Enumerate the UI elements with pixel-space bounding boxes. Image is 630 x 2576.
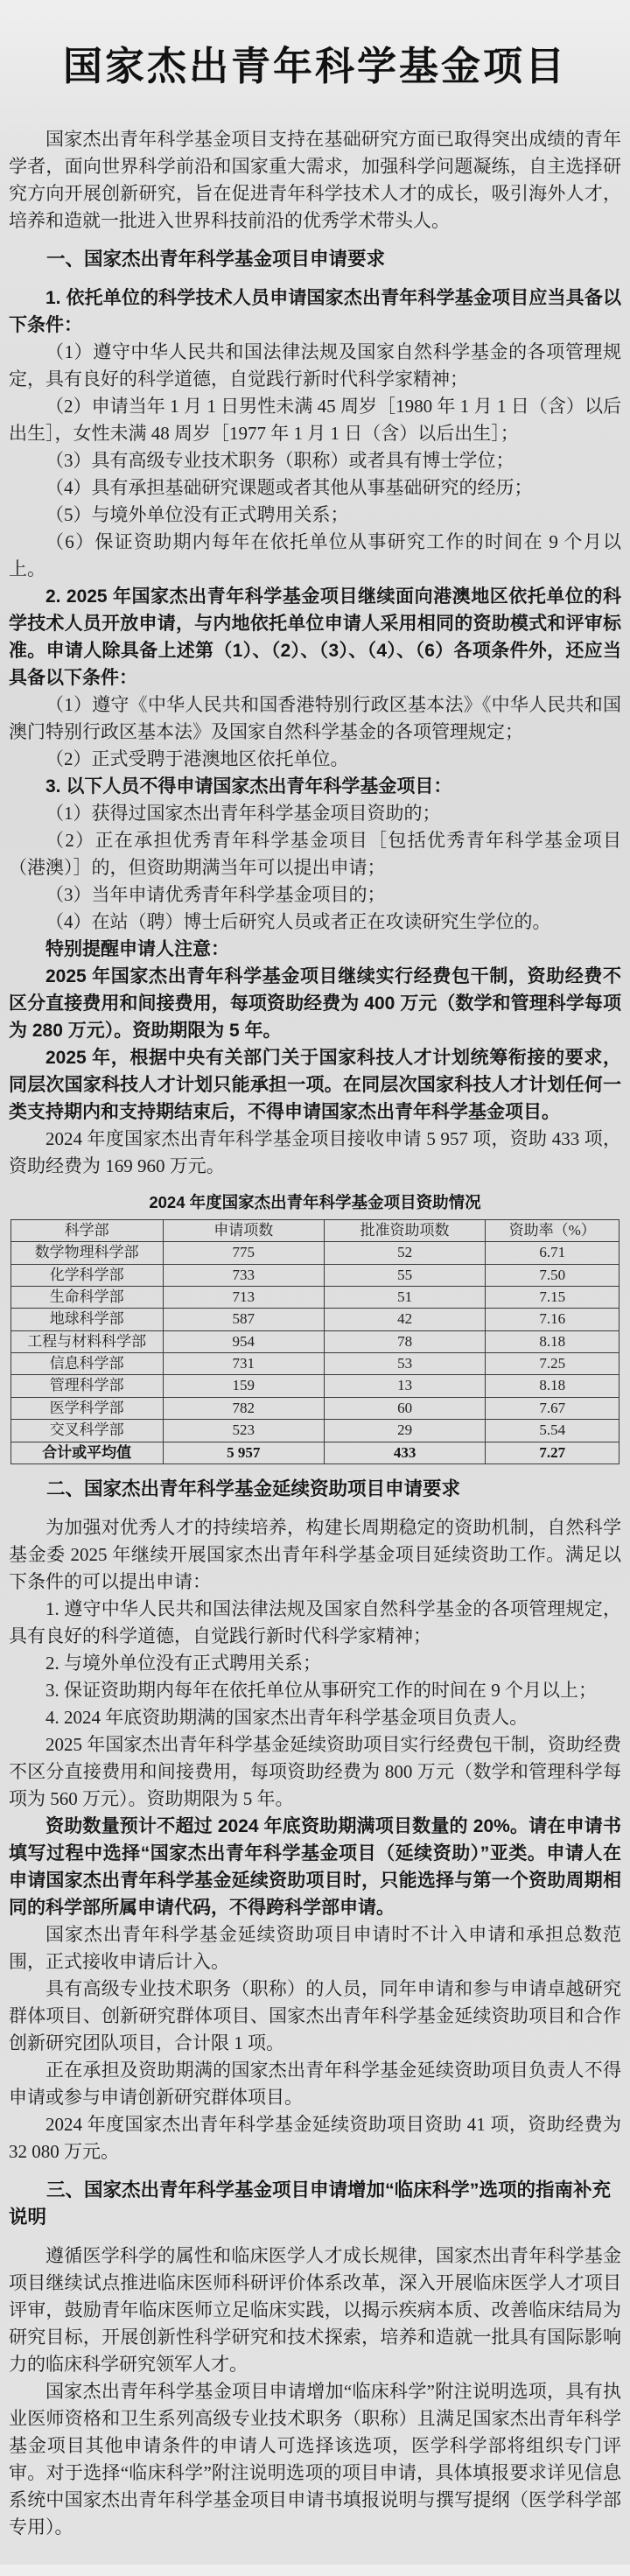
table-cell: 78	[324, 1330, 485, 1352]
paragraph: 1. 遵守中华人民共和国法律法规及国家自然科学基金的各项管理规定，具有良好的科学道德，自觉践行新时代科学家精神；	[9, 1598, 621, 1647]
table-cell: 954	[163, 1330, 324, 1352]
paragraph: 为加强对优秀人才的持续培养，构建长周期稳定的资助机制，自然科学基金委 2025 年继续开展国家杰出青年科学基金项目延续资助工作。满足以下条件的可以提出申请：	[9, 1517, 621, 1593]
table-total-row	[10, 1442, 620, 1463]
paragraph: 具有高级专业技术职务（职称）的人员，同年申请和参与申请卓越研究群体项目、创新研究群体项目、国家杰出青年科学基金延续资助项目和合作创新研究团队项目，合计限 1 项。	[9, 1978, 621, 2054]
table-cell: 数学物理科学部	[10, 1242, 163, 1264]
paragraph: 3. 保证资助期内每年在依托单位从事研究工作的时间在 9 个月以上；	[46, 1680, 597, 1702]
paragraph: 国家杰出青年科学基金项目支持在基础研究方面已取得突出成绩的青年学者，面向世界科学前沿和国家重大需求，加强科学问题凝练，自主选择研究方向开展创新研究，旨在促进青年科学技术人才的成长，吸引海外人才，培养和造就一批进入世界科技前沿的优秀学术带头人。	[9, 128, 621, 231]
table-cell: 地球科学部	[10, 1309, 163, 1330]
table-cell: 7.67	[486, 1397, 620, 1419]
table-cell: 782	[163, 1397, 324, 1419]
paragraph: 3. 以下人员不得申请国家杰出青年科学基金项目：	[46, 776, 452, 797]
table-header-cell: 资助率（%）	[486, 1219, 620, 1241]
paragraph: （6）保证资助期内每年在依托单位从事研究工作的时间在 9 个月以上。	[9, 530, 621, 579]
paragraph: 资助数量预计不超过 2024 年底资助期满项目数量的 20%。请在申请书填写过程中选择“国家杰出青年科学基金项目（延续资助）”亚类。申请人在申请国家杰出青年科学基金延续资助项目时，只能选择与第一个资助周期相同的科学部所属申请代码，不得跨科学部申请。	[9, 1816, 621, 1919]
paragraph: 2. 与境外单位没有正式聘用关系；	[46, 1653, 321, 1674]
table-cell: 713	[163, 1286, 324, 1308]
table-cell: 7.16	[486, 1309, 620, 1330]
table-header-row	[10, 1219, 620, 1241]
paragraph: 2024 年度国家杰出青年科学基金延续资助项目资助 41 项，资助经费为 32 080 万元。	[9, 2114, 621, 2163]
paragraph: （1）遵守中华人民共和国法律法规及国家自然科学基金的各项管理规定，具有良好的科学道德，自觉践行新时代科学家精神；	[9, 340, 621, 390]
paragraph: 特别提醒申请人注意：	[46, 938, 229, 959]
paragraph: （2）正式受聘于港澳地区依托单位。	[46, 748, 349, 769]
paragraph: （3）当年申请优秀青年科学基金项目的；	[46, 883, 386, 905]
table-cell: 信息科学部	[10, 1353, 163, 1375]
table-cell: 工程与材料科学部	[10, 1330, 163, 1352]
table-header-cell: 批准资助项数	[324, 1219, 485, 1241]
paragraph: 2025 年国家杰出青年科学基金项目继续实行经费包干制，资助经费不区分直接费用和间接费用，每项资助经费为 400 万元（数学和管理科学每项为 280 万元）。资助期限为 5 年。	[9, 965, 621, 1041]
table-cell: 52	[324, 1242, 485, 1264]
table-cell: 7.25	[486, 1353, 620, 1375]
table-cell: 生命科学部	[10, 1286, 163, 1308]
funding-table	[10, 1219, 620, 1464]
table-cell: 433	[324, 1442, 485, 1463]
table-cell: 53	[324, 1353, 485, 1375]
table-cell: 51	[324, 1286, 485, 1308]
paragraph: （2）申请当年 1 月 1 日男性未满 45 周岁［1980 年 1 月 1 日（含）以后出生］，女性未满 48 周岁［1977 年 1 月 1 日（含）以后出生］；	[9, 395, 621, 444]
table-title: 2024 年度国家杰出青年科学基金项目资助情况	[149, 1192, 481, 1211]
table-cell: 8.18	[486, 1330, 620, 1352]
table-row	[10, 1353, 620, 1375]
table-cell: 42	[324, 1309, 485, 1330]
paragraph: 遵循医学科学的属性和临床医学人才成长规律，国家杰出青年科学基金项目继续试点推进临床医师科研评价体系改革，深入开展临床医学人才项目评审，鼓励青年临床医师立足临床实践，以揭示疾病本质、改善临床结局为研究目标，开展创新性科学研究和技术探索，培养和造就一批具有国际影响力的临床科学研究领军人才。	[9, 2245, 621, 2376]
paragraph: （1）遵守《中华人民共和国香港特别行政区基本法》《中华人民共和国澳门特别行政区基本法》及国家自然科学基金的各项管理规定；	[9, 693, 621, 742]
table-cell: 733	[163, 1264, 324, 1286]
table-cell: 159	[163, 1375, 324, 1397]
paragraph: （2）正在承担优秀青年科学基金项目［包括优秀青年科学基金项目（港澳）］的，但资助期满当年可以提出申请；	[9, 829, 621, 878]
paragraph: 2025 年，根据中央有关部门关于国家科技人才计划统筹衔接的要求，同层次国家科技人才计划只能承担一项。在同层次国家科技人才计划任何一类支持期内和支持期结束后，不得申请国家杰出青年科学基金项目。	[9, 1047, 621, 1122]
table-cell: 7.15	[486, 1286, 620, 1308]
paragraph: 2025 年国家杰出青年科学基金延续资助项目实行经费包干制，资助经费不区分直接费用和间接费用，每项资助经费为 800 万元（数学和管理科学每项为 560 万元）。资助期限为 5 年。	[9, 1734, 621, 1810]
table-cell: 731	[163, 1353, 324, 1375]
section-heading: 一、国家杰出青年科学基金项目申请要求	[46, 248, 386, 270]
paragraph: （1）获得过国家杰出青年科学基金项目资助的；	[46, 802, 441, 824]
table-row	[10, 1397, 620, 1419]
table-cell: 775	[163, 1242, 324, 1264]
table-cell: 587	[163, 1309, 324, 1330]
paragraph: （3）具有高级专业技术职务（职称）或者具有博士学位；	[46, 449, 514, 471]
document-body	[9, 126, 621, 2541]
paragraph: 正在承担及资助期满的国家杰出青年科学基金延续资助项目负责人不得申请或参与申请创新研究群体项目。	[9, 2060, 621, 2109]
paragraph: （5）与境外单位没有正式聘用关系；	[46, 503, 349, 525]
table-row	[10, 1420, 620, 1442]
table-cell: 合计或平均值	[10, 1442, 163, 1463]
table-cell: 管理科学部	[10, 1375, 163, 1397]
table-row	[10, 1375, 620, 1397]
table-cell: 化学科学部	[10, 1264, 163, 1286]
paragraph: （4）在站（聘）博士后研究人员或者正在攻读研究生学位的。	[46, 910, 551, 932]
table-cell: 60	[324, 1397, 485, 1419]
table-cell: 5 957	[163, 1442, 324, 1463]
table-row	[10, 1330, 620, 1352]
table-cell: 523	[163, 1420, 324, 1442]
document-title: 国家杰出青年科学基金项目	[62, 43, 567, 89]
table-cell: 29	[324, 1420, 485, 1442]
table-row	[10, 1242, 620, 1264]
table-cell: 6.71	[486, 1242, 620, 1264]
paragraph: 2024 年度国家杰出青年科学基金项目接收申请 5 957 项，资助 433 项，资助经费为 169 960 万元。	[9, 1127, 621, 1176]
table-row	[10, 1264, 620, 1286]
table-cell: 13	[324, 1375, 485, 1397]
table-cell: 7.27	[486, 1442, 620, 1463]
paragraph: 1. 依托单位的科学技术人员申请国家杰出青年科学基金项目应当具备以下条件：	[9, 287, 621, 335]
section-heading: 二、国家杰出青年科学基金延续资助项目申请要求	[46, 1478, 461, 1500]
table-row	[10, 1286, 620, 1308]
paragraph: （4）具有承担基础研究课题或者其他从事基础研究的经历；	[46, 476, 533, 498]
table-header-cell: 科学部	[10, 1219, 163, 1241]
table-cell: 医学科学部	[10, 1397, 163, 1419]
section-heading: 三、国家杰出青年科学基金项目申请增加“临床科学”选项的指南补充说明	[9, 2179, 612, 2229]
table-header-cell: 申请项数	[163, 1219, 324, 1241]
paragraph: 国家杰出青年科学基金项目申请增加“临床科学”附注说明选项，具有执业医师资格和卫生系列高级专业技术职务（职称）且满足国家杰出青年科学基金项目其他申请条件的申请人可选择该选项，医学科学部将组织专门评审。对于选择“临床科学”附注说明选项的项目申请，具体填报要求详见信息系统中国家杰出青年科学基金项目申请书填报说明与撰写提纲（医学科学部专用）。	[9, 2381, 621, 2538]
paragraph: 4. 2024 年底资助期满的国家杰出青年科学基金项目负责人。	[46, 1707, 528, 1729]
table-cell: 55	[324, 1264, 485, 1286]
paragraph: 2. 2025 年国家杰出青年科学基金项目继续面向港澳地区依托单位的科学技术人员开放申请，与内地依托单位申请人采用相同的资助模式和评审标准。申请人除具备上述第（1）、（2）、（3）、（4）、（6）各项条件外，还应当具备以下条件：	[9, 586, 621, 688]
table-cell: 5.54	[486, 1420, 620, 1442]
table-row	[10, 1309, 620, 1330]
paragraph: 国家杰出青年科学基金延续资助项目申请时不计入申请和承担总数范围，正式接收申请后计入。	[9, 1924, 621, 1973]
table-cell: 8.18	[486, 1375, 620, 1397]
table-cell: 7.50	[486, 1264, 620, 1286]
table-cell: 交叉科学部	[10, 1420, 163, 1442]
